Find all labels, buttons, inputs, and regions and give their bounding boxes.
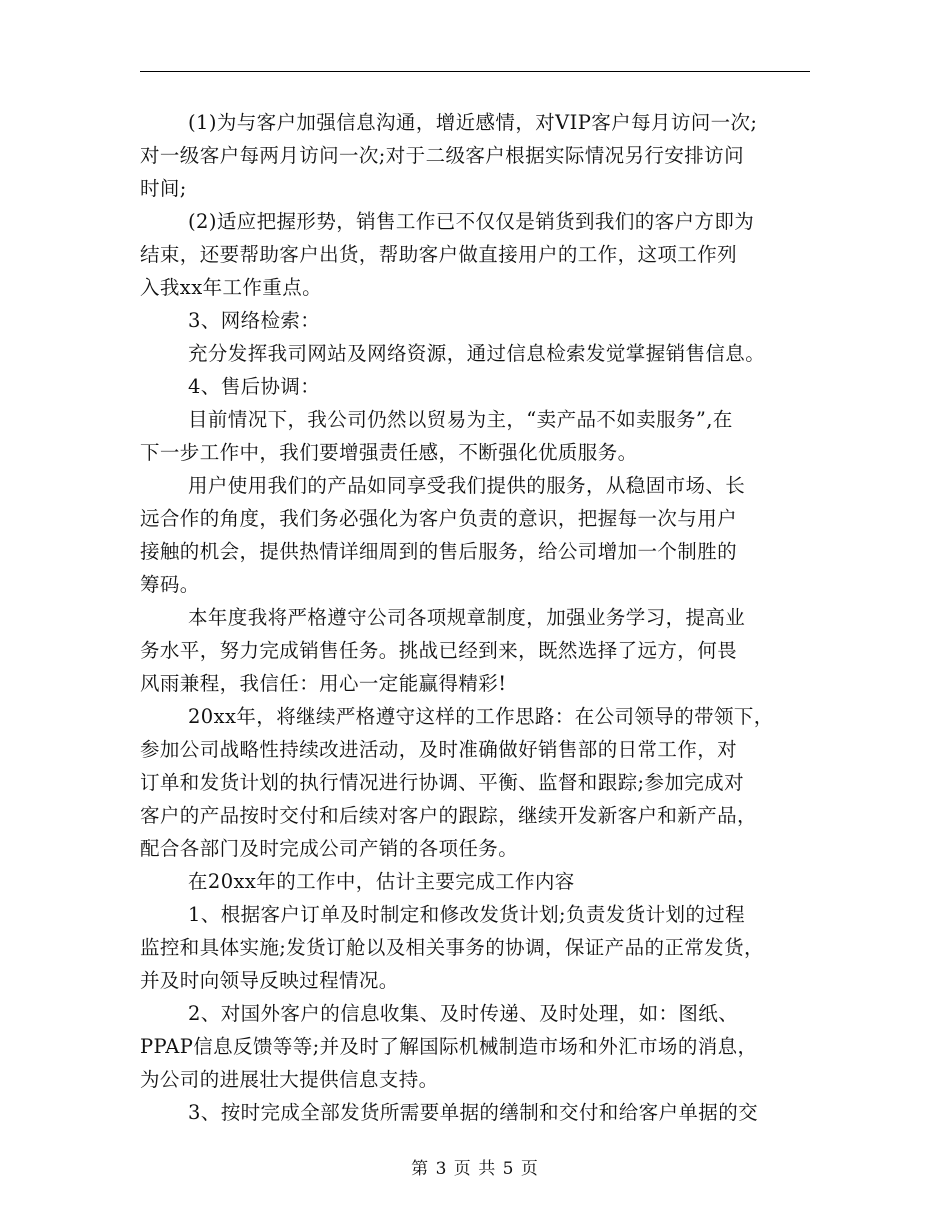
text-line: PPAP信息反馈等等;并及时了解国际机械制造市场和外汇市场的消息， — [140, 1035, 758, 1058]
text-line: 接触的机会，提供热情详细周到的售后服务，给公司增加一个制胜的 — [140, 540, 738, 563]
text-line: 入我xx年工作重点。 — [140, 276, 322, 299]
text-line: 为公司的进展壮大提供信息支持。 — [140, 1068, 439, 1091]
text-line: 2、对国外客户的信息收集、及时传递、及时处理，如：图纸、 — [188, 1002, 739, 1025]
section-heading: 4、售后协调： — [188, 375, 321, 398]
text-line: 充分发挥我司网站及网络资源，通过信息检索发觉掌握销售信息。 — [188, 342, 766, 365]
text-line: 客户的产品按时交付和后续对客户的跟踪，继续开发新客户和新产品， — [140, 804, 757, 827]
text-line: 监控和具体实施;发货订舱以及相关事务的协调，保证产品的正常发货， — [140, 936, 764, 959]
text-line: 时间; — [140, 177, 187, 200]
text-line: (2)适应把握形势，销售工作已不仅仅是销货到我们的客户方即为 — [188, 210, 755, 233]
header-rule — [140, 71, 810, 72]
text-line: 3、按时完成全部发货所需要单据的缮制和交付和给客户单据的交 — [188, 1101, 759, 1124]
text-line: 务水平，努力完成销售任务。挑战已经到来，既然选择了远方，何畏 — [140, 639, 738, 662]
text-line: 远合作的角度，我们务必强化为客户负责的意识，把握每一次与用户 — [140, 507, 738, 530]
text-line: 配合各部门及时完成公司产销的各项任务。 — [140, 837, 519, 860]
text-line: 参加公司战略性持续改进活动，及时准确做好销售部的日常工作，对 — [140, 738, 738, 761]
text-line: 目前情况下，我公司仍然以贸易为主，“卖产品不如卖服务”,在 — [188, 408, 733, 431]
section-heading: 3、网络检索： — [188, 309, 321, 332]
text-line: 用户使用我们的产品如同享受我们提供的服务，从稳固市场、长 — [188, 474, 746, 497]
text-line: 筹码。 — [140, 573, 200, 596]
page-number-footer: 第 3 页 共 5 页 — [411, 1159, 539, 1179]
text-line: 并及时向领导反映过程情况。 — [140, 969, 399, 992]
text-line: 本年度我将严格遵守公司各项规章制度，加强业务学习，提高业 — [188, 606, 746, 629]
text-line: 订单和发货计划的执行情况进行协调、平衡、监督和跟踪;参加完成对 — [140, 771, 744, 794]
text-line: 在20xx年的工作中，估计主要完成工作内容 — [188, 870, 575, 893]
text-line: 下一步工作中，我们要增强责任感，不断强化优质服务。 — [140, 441, 638, 464]
text-line: 20xx年，将继续严格遵守这样的工作思路：在公司领导的带领下， — [188, 705, 774, 728]
text-line: 1、根据客户订单及时制定和修改发货计划;负责发货计划的过程 — [188, 903, 746, 926]
text-line: 风雨兼程，我信任：用心一定能赢得精彩! — [140, 672, 507, 695]
text-line: 结束，还要帮助客户出货，帮助客户做直接用户的工作，这项工作列 — [140, 243, 738, 266]
text-line: (1)为与客户加强信息沟通，增近感情，对VIP客户每月访问一次; — [188, 111, 758, 134]
text-line: 对一级客户每两月访问一次;对于二级客户根据实际情况另行安排访问 — [140, 144, 744, 167]
